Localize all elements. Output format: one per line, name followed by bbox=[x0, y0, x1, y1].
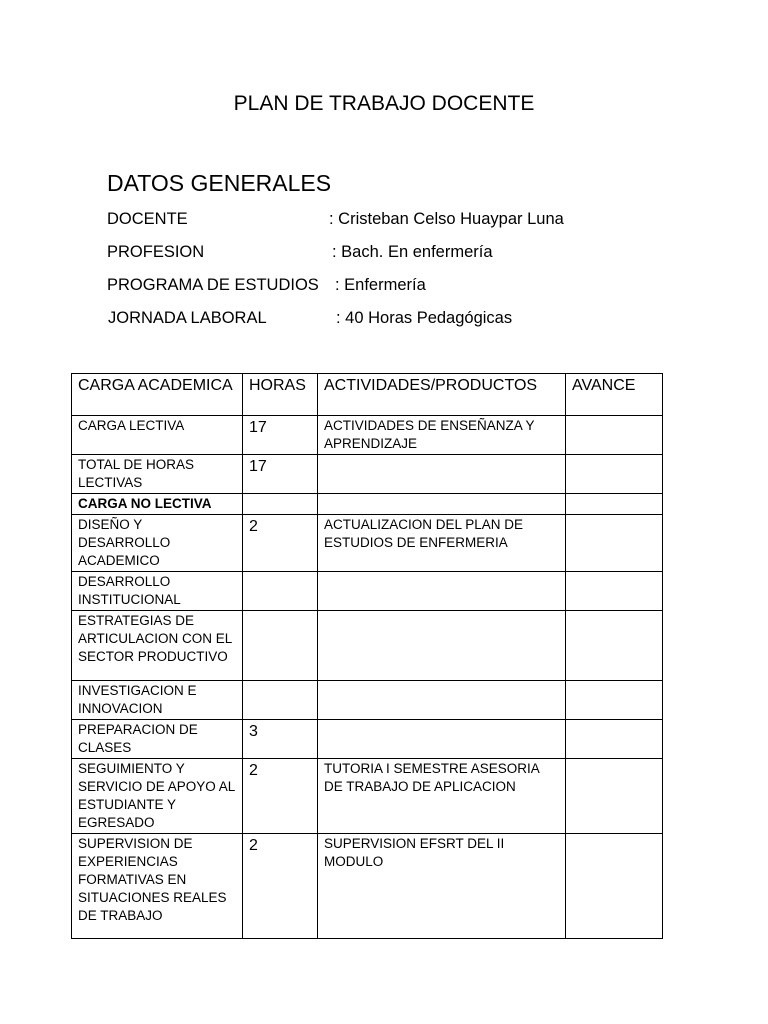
cell-horas bbox=[243, 572, 318, 611]
column-header-actividades: ACTIVIDADES/PRODUCTOS bbox=[318, 374, 566, 416]
table-row bbox=[72, 515, 663, 572]
field-programa bbox=[107, 274, 426, 296]
cell-horas: 2 bbox=[243, 515, 318, 572]
table-row bbox=[72, 416, 663, 455]
section-heading: DATOS GENERALES bbox=[107, 170, 332, 196]
table-row bbox=[72, 572, 663, 611]
cell-avance bbox=[566, 416, 663, 455]
cell-actividades bbox=[318, 681, 566, 720]
table-row bbox=[72, 681, 663, 720]
table-row bbox=[72, 455, 663, 494]
cell-avance bbox=[566, 759, 663, 834]
cell-avance bbox=[566, 681, 663, 720]
field-label: PROGRAMA DE ESTUDIOS bbox=[107, 276, 319, 294]
cell-avance bbox=[566, 455, 663, 494]
field-label: PROFESION bbox=[107, 243, 205, 261]
cell-actividades bbox=[318, 720, 566, 759]
cell-avance bbox=[566, 611, 663, 681]
cell-actividades bbox=[318, 455, 566, 494]
field-docente bbox=[107, 208, 564, 230]
cell-carga: PREPARACION DE CLASES bbox=[72, 720, 243, 759]
cell-carga: SEGUIMIENTO Y SERVICIO DE APOYO AL ESTUDIANTE Y EGRESADO bbox=[72, 759, 243, 834]
field-jornada bbox=[108, 307, 513, 329]
field-value: : Bach. En enfermería bbox=[332, 243, 493, 261]
cell-carga: TOTAL DE HORAS LECTIVAS bbox=[72, 455, 243, 494]
field-value: : Cristeban Celso Huaypar Luna bbox=[329, 210, 564, 228]
cell-carga: CARGA NO LECTIVA bbox=[72, 494, 243, 515]
work-plan-table bbox=[71, 373, 663, 939]
cell-avance bbox=[566, 494, 663, 515]
cell-actividades bbox=[318, 611, 566, 681]
cell-carga: DISEÑO Y DESARROLLO ACADEMICO bbox=[72, 515, 243, 572]
column-header-horas: HORAS bbox=[243, 374, 318, 416]
field-value: : 40 Horas Pedagógicas bbox=[336, 309, 513, 327]
cell-actividades: SUPERVISION EFSRT DEL II MODULO bbox=[318, 834, 566, 939]
cell-horas: 3 bbox=[243, 720, 318, 759]
cell-avance bbox=[566, 720, 663, 759]
cell-horas: 2 bbox=[243, 759, 318, 834]
cell-carga: SUPERVISION DE EXPERIENCIAS FORMATIVAS EN SITUACIONES REALES DE TRABAJO bbox=[72, 834, 243, 939]
cell-carga: DESARROLLO INSTITUCIONAL bbox=[72, 572, 243, 611]
cell-carga: INVESTIGACION E INNOVACION bbox=[72, 681, 243, 720]
cell-avance bbox=[566, 834, 663, 939]
cell-actividades bbox=[318, 572, 566, 611]
table-row bbox=[72, 611, 663, 681]
cell-avance bbox=[566, 515, 663, 572]
cell-actividades bbox=[318, 494, 566, 515]
page-title: PLAN DE TRABAJO DOCENTE bbox=[233, 92, 535, 115]
cell-horas: 2 bbox=[243, 834, 318, 939]
column-header-avance: AVANCE bbox=[566, 374, 663, 416]
field-value: : Enfermería bbox=[335, 276, 426, 294]
table-row bbox=[72, 759, 663, 834]
cell-avance bbox=[566, 572, 663, 611]
column-header-carga: CARGA ACADEMICA bbox=[72, 374, 243, 416]
field-label: JORNADA LABORAL bbox=[108, 309, 267, 327]
cell-carga: ESTRATEGIAS DE ARTICULACION CON EL SECTOR PRODUCTIVO bbox=[72, 611, 243, 681]
cell-actividades: ACTIVIDADES DE ENSEÑANZA Y APRENDIZAJE bbox=[318, 416, 566, 455]
field-profesion bbox=[107, 241, 493, 263]
table-row bbox=[72, 720, 663, 759]
cell-horas bbox=[243, 611, 318, 681]
cell-actividades: TUTORIA I SEMESTRE ASESORIA DE TRABAJO DE APLICACION bbox=[318, 759, 566, 834]
table-row bbox=[72, 494, 663, 515]
table-header-row bbox=[72, 374, 663, 416]
cell-carga: CARGA LECTIVA bbox=[72, 416, 243, 455]
cell-horas bbox=[243, 494, 318, 515]
field-label: DOCENTE bbox=[107, 210, 188, 228]
cell-horas: 17 bbox=[243, 455, 318, 494]
cell-horas bbox=[243, 681, 318, 720]
table-row bbox=[72, 834, 663, 939]
cell-actividades: ACTUALIZACION DEL PLAN DE ESTUDIOS DE ENFERMERIA bbox=[318, 515, 566, 572]
cell-horas: 17 bbox=[243, 416, 318, 455]
